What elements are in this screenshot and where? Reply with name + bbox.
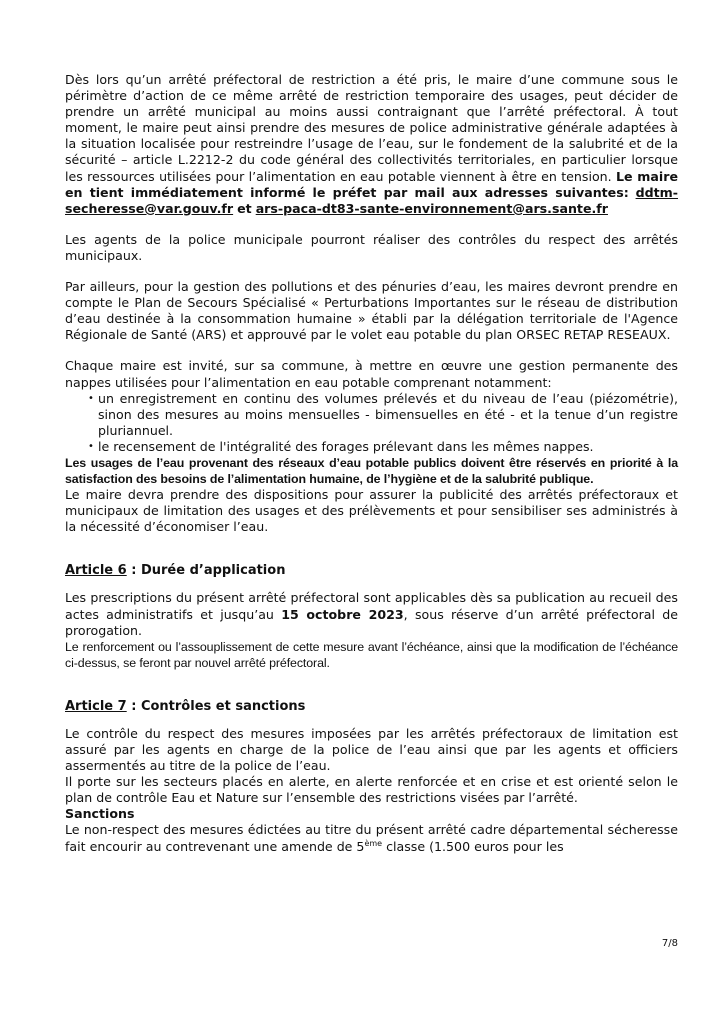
ordinal-superscript: ème	[364, 838, 383, 848]
duration-text-end: , sous réserve d’un arrêté préfectoral de prorogation.	[65, 606, 678, 638]
paragraph-control-agents: Le contrôle du respect des mesures imposées par les arrêtés préfectoraux de limitation est assuré par les agents en charge de la police de l’eau ainsi que par les agents et officiers assermentés au titre de la police de l’eau.	[65, 725, 678, 774]
paragraph-mayor-powers	[65, 72, 678, 217]
paragraph-control-sectors: Il porte sur les secteurs placés en alerte, en alerte renforcée et en crise et est orienté selon le plan de contrôle Eau et Nature sur l’ensemble des restrictions visées par l’arrêté.	[65, 774, 678, 806]
list-item: • le recensement de l'intégralité des forages prélevant dans les mêmes nappes.	[65, 439, 678, 455]
article-7-label: Article 7	[65, 698, 127, 714]
sanctions-label: Sanctions	[65, 806, 135, 822]
page-number: 7/8	[661, 938, 678, 949]
mayor-powers-text: Dès lors qu’un arrêté préfectoral de restriction a été pris, le maire d’une commune sous le périmètre d’action de ce même arrêté de restriction temporaire des usages, peut décider de prendre un arrêté municipal au moins aussi contraignant que l’arrêté préfectoral. À tout moment, le maire peut ainsi prendre des mesures de police administrative générale adaptées à la situation localisée pour restreindre l’usage de l’eau, sur le fondement de la salubrité et de la sécurité – article L.2212-2 du code général des collectivités territoriales, en particulier lorsque les ressources utilisées pour l’alimentation en eau potable viennent à être en tension.	[65, 72, 678, 184]
article-6-label: Article 6	[65, 563, 127, 579]
paragraph-emergency-plan: Par ailleurs, pour la gestion des pollutions et des pénuries d’eau, les maires devront prendre en compte le Plan de Secours Spécialisé « Perturbations Importantes sur le réseau de distribution d’eau destinée à la consommation humaine » établi par la délégation territoriale de l'Agence Régionale de Santé (ARS) et approuvé par le volet eau potable du plan ORSEC RETAP RESEAUX.	[65, 279, 678, 343]
groundwater-measures-list	[65, 391, 678, 455]
sanctions-text: Le non-respect des mesures édictées au titre du présent arrêté cadre départemental sécheresse fait encourir au contrevenant une amende de 5	[65, 822, 678, 854]
paragraph-sanctions	[65, 822, 678, 854]
duration-text: Les prescriptions du présent arrêté préfectoral sont applicables dès sa publication au recueil des actes administratifs et jusqu’au	[65, 590, 678, 622]
email-ars[interactable]: ars-paca-dt83-sante-environnement@ars.sante.fr	[255, 200, 608, 216]
email-connector: et	[237, 200, 252, 216]
paragraph-groundwater-intro: Chaque maire est invité, sur sa commune, à mettre en œuvre une gestion permanente des nappes utilisées pour l’alimentation en eau potable comprenant notamment:	[65, 358, 678, 390]
end-date: 15 octobre 2023	[281, 606, 404, 622]
paragraph-municipal-police: Les agents de la police municipale pourront réaliser des contrôles du respect des arrêtés municipaux.	[65, 231, 678, 263]
paragraph-publicity: Le maire devra prendre des dispositions pour assurer la publicité des arrêtés préfectoraux et municipaux de limitation des usages et des prélèvements et pour sensibiliser ses administrés à la nécessité d’économiser l’eau.	[65, 487, 678, 535]
article-7-title: : Contrôles et sanctions	[131, 698, 306, 714]
article-7-heading	[65, 699, 678, 714]
article-6-title: : Durée d’application	[131, 563, 286, 579]
notify-prefect-text: Le maire en tient immédiatement informé le préfet par mail aux adresses suivantes:	[65, 168, 678, 200]
priority-usage-statement: Les usages de l’eau provenant des réseaux d’eau potable publics doivent être réservés en priorité à la satisfaction des besoins de l’alimentation humaine, de l’hygiène et de la salubrité publique.	[65, 455, 678, 487]
list-item: • un enregistrement en continu des volumes prélevés et du niveau de l’eau (piézométrie), sinon des mesures au moins mensuelles - bimensuelles en été - et la tenue d’un registre pluriannuel.	[65, 391, 678, 439]
article-6-heading	[65, 563, 678, 578]
paragraph-modification: Le renforcement ou l’assouplissement de cette mesure avant l’échéance, ainsi que la modification de l’échéance ci-dessus, se feront par nouvel arrêté préfectoral.	[65, 639, 678, 670]
email-ddtm[interactable]: ddtm-secheresse@var.gouv.fr	[65, 184, 678, 216]
paragraph-duration	[65, 590, 678, 638]
sanctions-text-end: classe (1.500 euros pour les	[382, 838, 564, 854]
